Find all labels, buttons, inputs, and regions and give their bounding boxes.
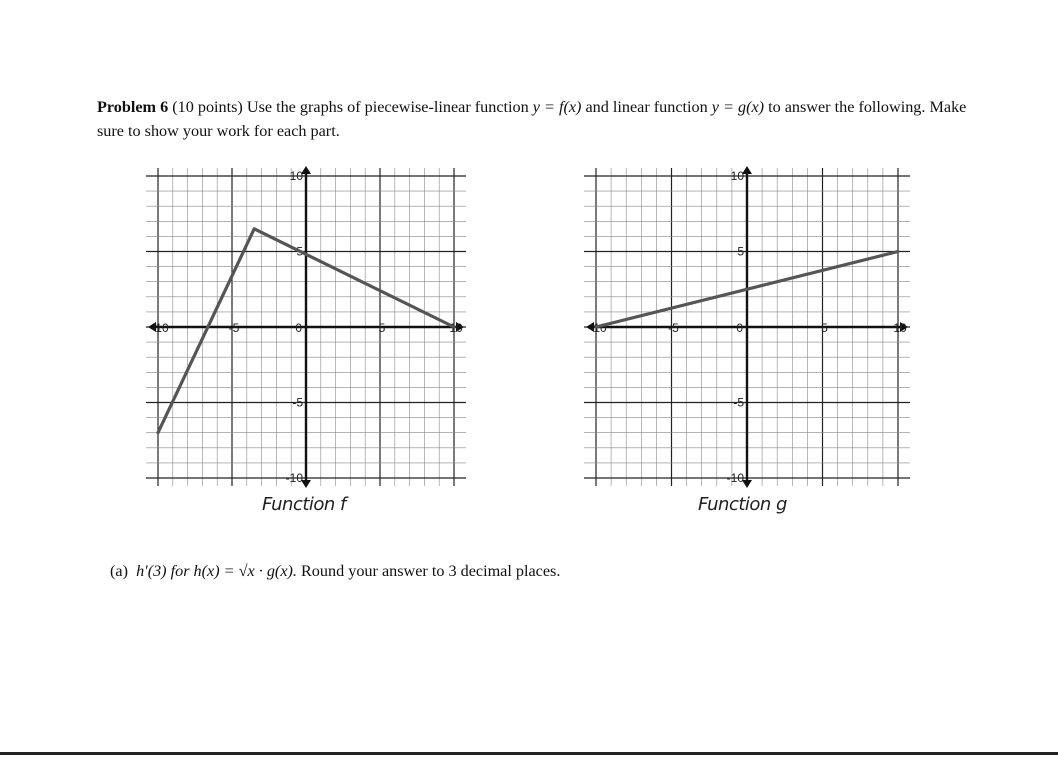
graph-g-x-tick-label: 5: [821, 321, 828, 335]
graph-f-y-tick-label: 10: [289, 169, 303, 183]
graph-f-x-tick-label: -10: [151, 321, 169, 335]
graph-g-x-tick-label: 0: [736, 321, 743, 335]
graph-f-caption: Function f: [262, 494, 346, 515]
graph-f-x-tick-label: 5: [378, 321, 386, 335]
graph-f-x-tick-label: 10: [449, 321, 463, 335]
graph-f-y-tick-label: -5: [292, 395, 303, 410]
graph-g-x-tick-label: -10: [589, 321, 607, 335]
graph-g-caption: Function g: [698, 494, 787, 515]
part-a-expression: h′(3) for h(x) = √x · g(x).: [136, 562, 297, 580]
problem-statement: [97, 95, 977, 143]
graph-g-y-tick-label: -5: [733, 395, 744, 410]
part-a-label: (a): [110, 562, 128, 580]
graph-g-y-tick-label: 5: [737, 244, 744, 259]
graph-f: [144, 162, 468, 492]
graph-f-y-tick-label: -10: [285, 471, 303, 485]
problem-points: (10 points): [172, 98, 243, 116]
graph-f-y-tick-label: 5: [296, 244, 303, 259]
graph-f-svg: [144, 162, 468, 492]
bottom-rule: [0, 752, 1058, 755]
graph-f-x-tick-label: 0: [295, 321, 302, 335]
problem-and-text: and linear function: [585, 98, 708, 116]
graph-g-y-tick-label: -10: [726, 471, 744, 485]
part-a-instruction: Round your answer to 3 decimal places.: [301, 562, 561, 580]
graph-g-x-tick-label: 10: [893, 321, 907, 335]
problem-label: Problem 6: [97, 98, 169, 116]
graph-g-x-tick-label: -5: [668, 321, 679, 335]
problem-text-before: Use the graphs of piecewise-linear function: [246, 98, 529, 116]
graph-g-y-tick-label: 10: [730, 169, 744, 183]
g-expression: y = g(x): [711, 98, 765, 116]
graph-g-svg: [582, 162, 912, 492]
part-a: [110, 562, 560, 581]
graph-f-x-tick-label: -5: [228, 321, 240, 335]
f-expression: y = f(x): [532, 98, 582, 116]
graph-g: [582, 162, 912, 492]
problem-text-after: to answer the following. Make sure to show your work for each part.: [97, 98, 967, 140]
